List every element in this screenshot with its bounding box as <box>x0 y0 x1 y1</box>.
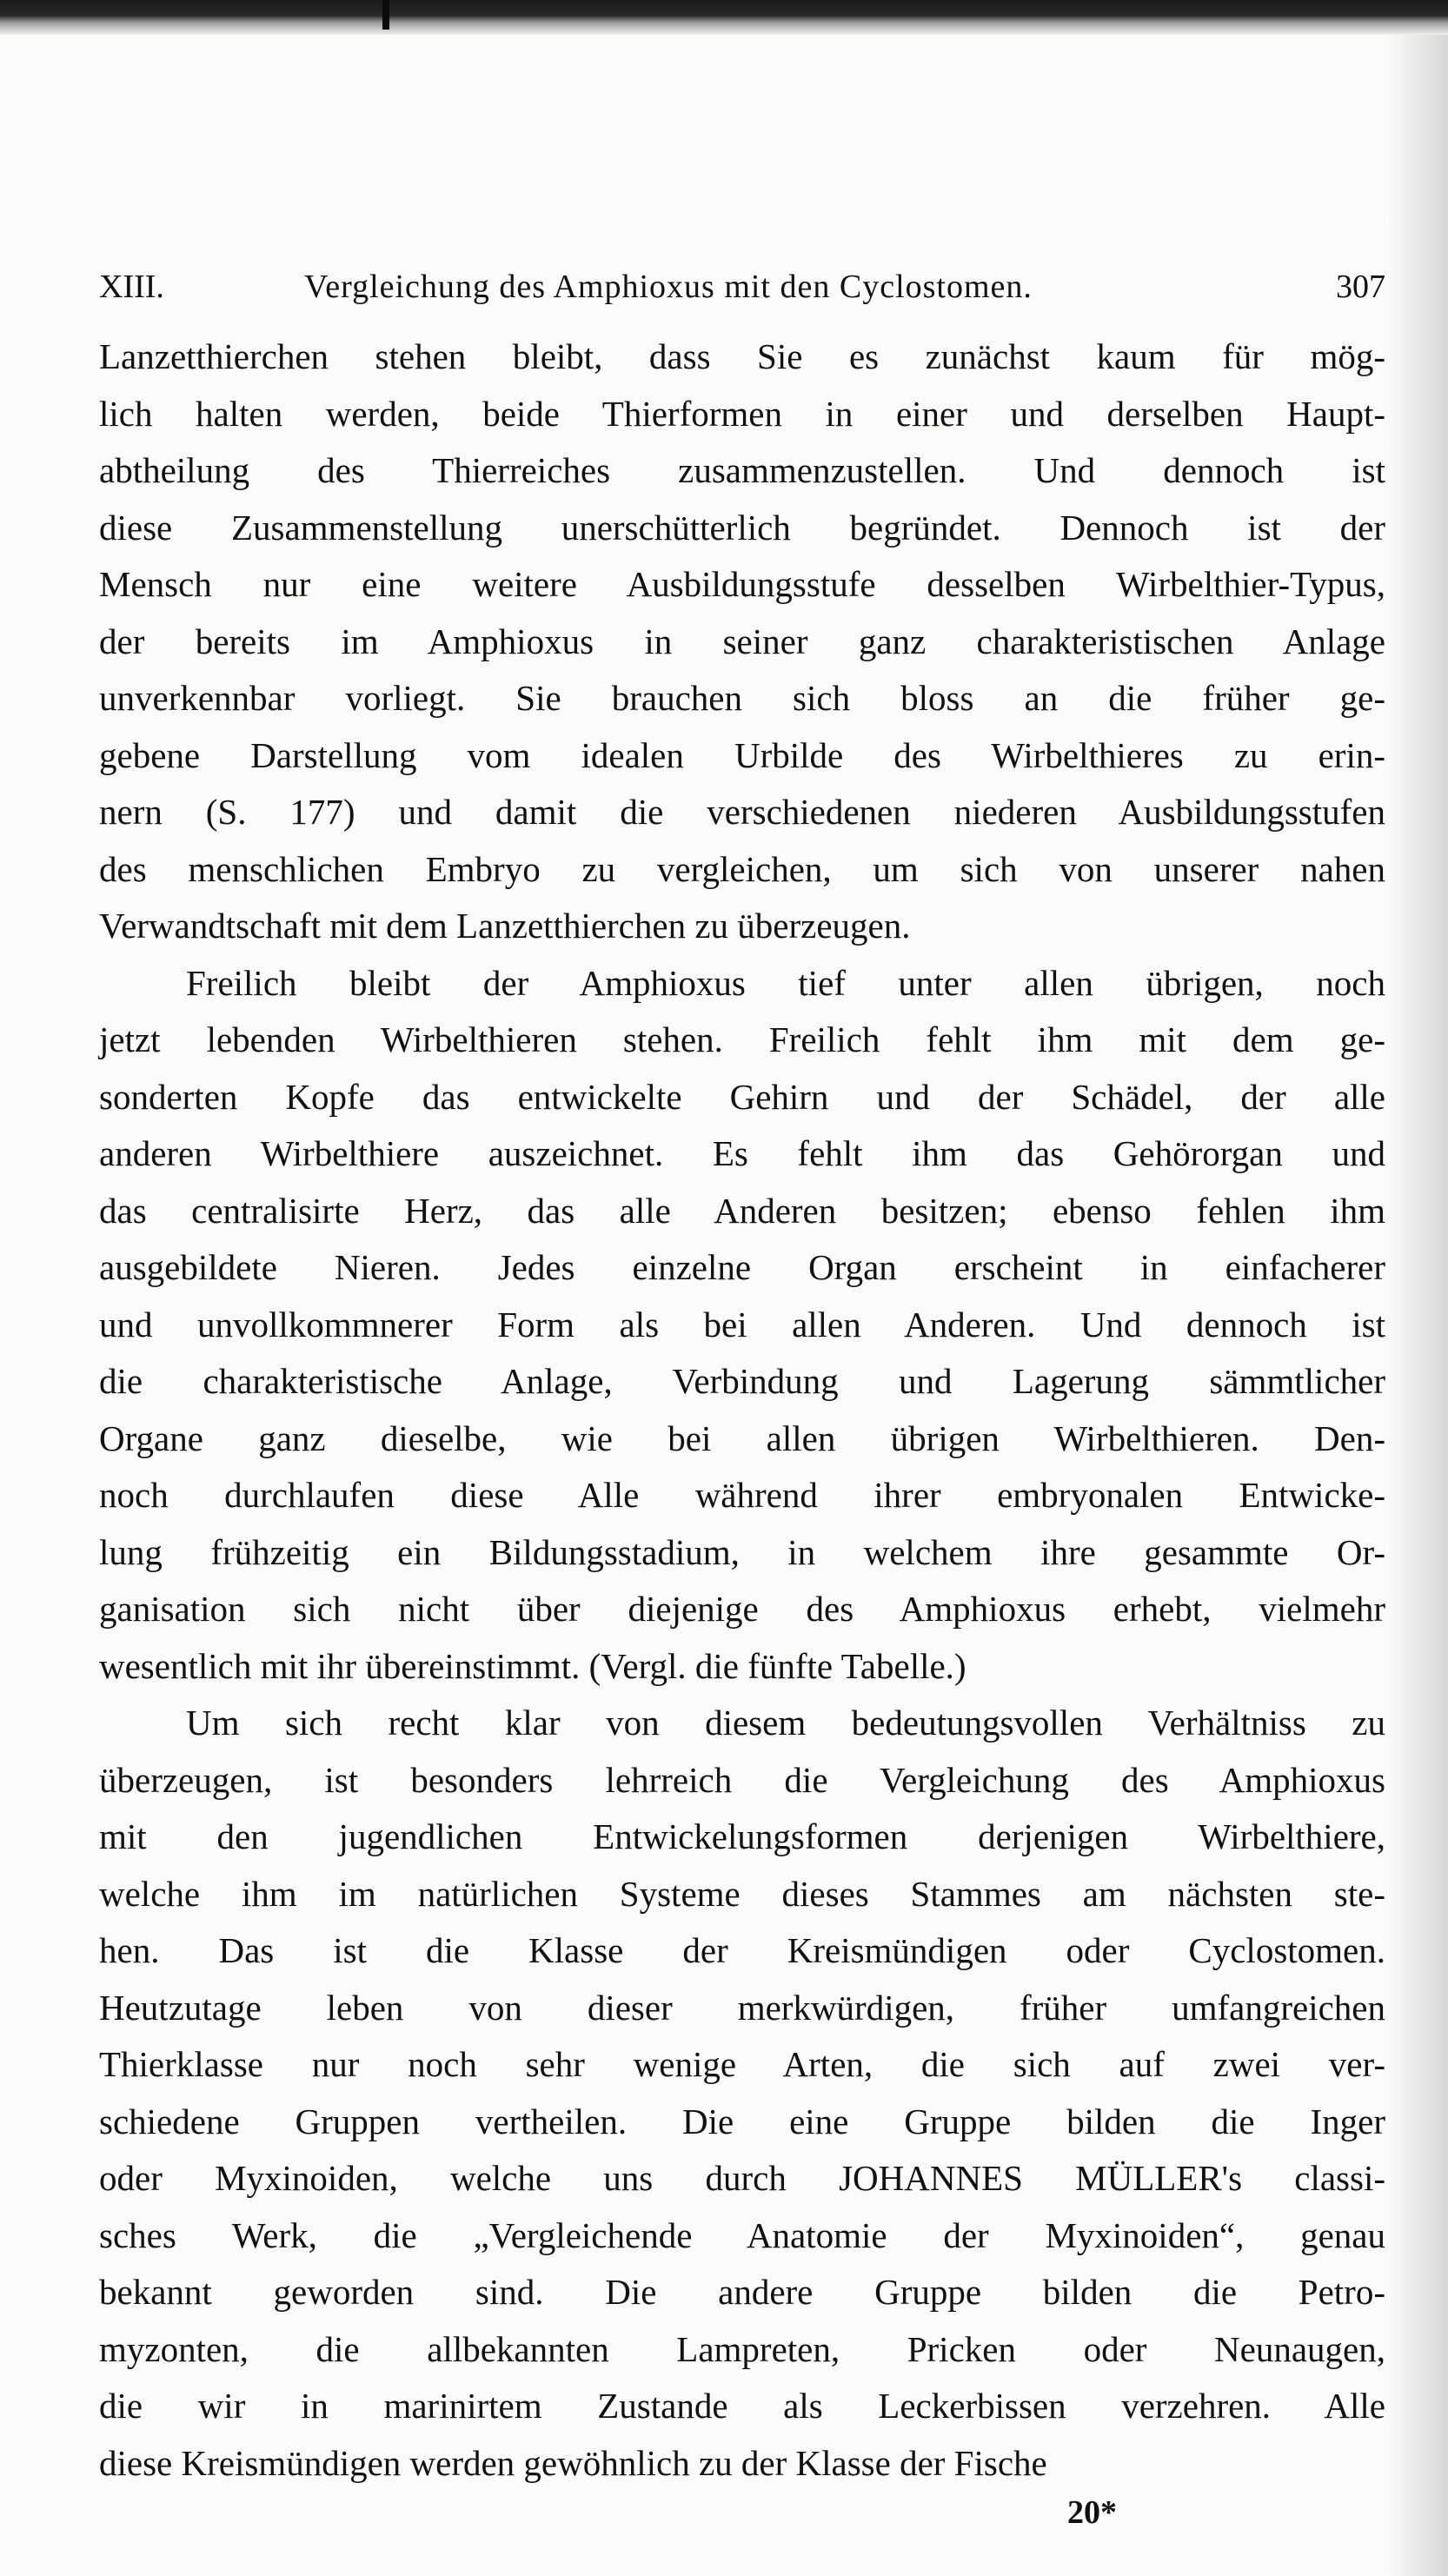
text-line: ausgebildete Nieren. Jedes einzelne Organ erscheint in einfacherer <box>99 1247 1385 1287</box>
running-head <box>99 261 1385 313</box>
text-line: abtheilung des Thierreiches zusammenzustellen. Und dennoch ist <box>99 450 1385 490</box>
text-line: Freilich bleibt der Amphioxus tief unter allen übrigen, noch <box>186 962 1385 1003</box>
text-line: schiedene Gruppen vertheilen. Die eine Gruppe bilden die Inger <box>99 2101 1385 2141</box>
text-line: des menschlichen Embryo zu vergleichen, um sich von unserer nahen <box>99 848 1385 889</box>
text-line: und unvollkommnerer Form als bei allen Anderen. Und dennoch ist <box>99 1304 1385 1344</box>
text-line: das centralisirte Herz, das alle Anderen besitzen; ebenso fehlen ihm <box>99 1190 1385 1231</box>
text-line: mit den jugendlichen Entwickelungsformen derjenigen Wirbelthiere, <box>99 1816 1385 1856</box>
text-line: sonderten Kopfe das entwickelte Gehirn und der Schädel, der alle <box>99 1076 1385 1117</box>
text-line: Verwandtschaft mit dem Lanzetthierchen zu überzeugen. <box>99 906 911 946</box>
scan-edge-notch <box>382 0 389 30</box>
text-line: Mensch nur eine weitere Ausbildungsstufe desselben Wirbelthier-Typus, <box>99 564 1385 604</box>
paragraph <box>99 955 1385 1696</box>
text-line: noch durchlaufen diese Alle während ihrer embryonalen Entwicke- <box>99 1475 1385 1515</box>
text-line: hen. Das ist die Klasse der Kreismündigen oder Cyclostomen. <box>99 1930 1385 1970</box>
text-line: Lanzetthierchen stehen bleibt, dass Sie es zunächst kaum für mög- <box>99 336 1385 376</box>
text-line: bekannt geworden sind. Die andere Gruppe bilden die Petro- <box>99 2272 1385 2312</box>
text-line: lung frühzeitig ein Bildungsstadium, in welchem ihre gesammte Or- <box>99 1531 1385 1572</box>
text-line: sches Werk, die „Vergleichende Anatomie der Myxinoiden“, genau <box>99 2214 1385 2255</box>
text-line: unverkennbar vorliegt. Sie brauchen sich bloss an die früher ge- <box>99 678 1385 718</box>
page-number: 307 <box>1336 269 1385 305</box>
text-line: Um sich recht klar von diesem bedeutungsvollen Verhältniss zu <box>186 1703 1385 1743</box>
paragraph <box>99 1695 1385 2492</box>
text-line: wesentlich mit ihr übereinstimmt. (Vergl. die fünfte Tabelle.) <box>99 1645 966 1686</box>
text-line: oder Myxinoiden, welche uns durch JOHANNES MÜLLER's classi- <box>99 2158 1385 2198</box>
text-line: anderen Wirbelthiere auszeichnet. Es fehlt ihm das Gehörorgan und <box>99 1133 1385 1173</box>
text-line: die wir in marinirtem Zustande als Leckerbissen verzehren. Alle <box>99 2386 1385 2426</box>
running-title: Vergleichung des Amphioxus mit den Cyclostomen. <box>304 269 1033 305</box>
scan-gutter-shadow <box>1387 35 1448 2576</box>
text-line: myzonten, die allbekannten Lampreten, Pricken oder Neunaugen, <box>99 2328 1385 2369</box>
text-line: jetzt lebenden Wirbelthieren stehen. Freilich fehlt ihm mit dem ge- <box>99 1019 1385 1059</box>
paragraph <box>99 329 1385 955</box>
body-text <box>99 329 1385 2492</box>
text-line: die charakteristische Anlage, Verbindung und Lagerung sämmtlicher <box>99 1361 1385 1401</box>
text-line: gebene Darstellung vom idealen Urbilde des Wirbelthieres zu erin- <box>99 734 1385 775</box>
text-line: Organe ganz dieselbe, wie bei allen übrigen Wirbelthieren. Den- <box>99 1417 1385 1458</box>
text-line: der bereits im Amphioxus in seiner ganz charakteristischen Anlage <box>99 621 1385 661</box>
text-line: Heutzutage leben von dieser merkwürdigen, früher umfangreichen <box>99 1987 1385 2028</box>
scan-top-edge <box>0 0 1448 35</box>
text-line: lich halten werden, beide Thierformen in einer und derselben Haupt- <box>99 393 1385 434</box>
text-line: Thierklasse nur noch sehr wenige Arten, die sich auf zwei ver- <box>99 2044 1385 2084</box>
text-line: diese Zusammenstellung unerschütterlich begründet. Dennoch ist der <box>99 507 1385 548</box>
text-line: nern (S. 177) und damit die verschiedenen niederen Ausbildungsstufen <box>99 792 1385 832</box>
chapter-number: XIII. <box>99 269 164 305</box>
text-line: welche ihm im natürlichen Systeme dieses Stammes am nächsten ste- <box>99 1873 1385 1914</box>
printer-signature: 20* <box>1067 2494 1117 2531</box>
text-line: ganisation sich nicht über diejenige des Amphioxus erhebt, vielmehr <box>99 1589 1385 1629</box>
text-line: überzeugen, ist besonders lehrreich die Vergleichung des Amphioxus <box>99 1759 1385 1800</box>
text-line: diese Kreismündigen werden gewöhnlich zu der Klasse der Fische <box>99 2442 1047 2483</box>
